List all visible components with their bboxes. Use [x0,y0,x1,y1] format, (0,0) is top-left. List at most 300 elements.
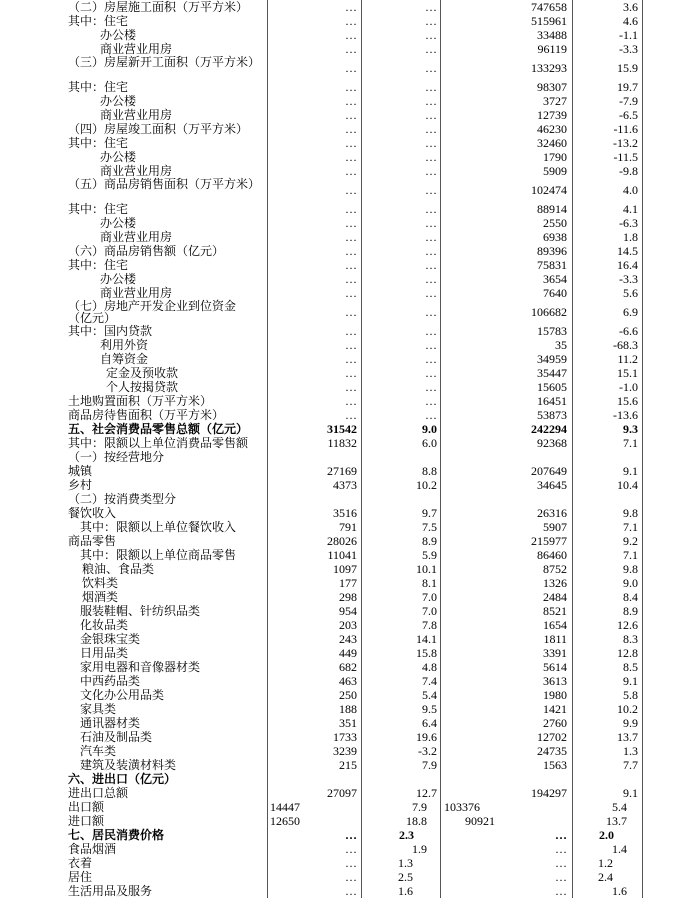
table-row [0,450,684,464]
current-growth: 7.4 [422,674,437,688]
current-value: … [345,408,357,422]
table-row [0,436,684,450]
ytd-growth: 1.6 [612,884,627,898]
row-label: 食品烟酒 [68,842,117,856]
row-label: （一）按经营地分 [68,450,165,464]
current-growth: 10.2 [416,478,437,492]
ytd-value: 242294 [531,422,567,436]
row-label: 居住 [68,870,93,884]
ytd-value: 88914 [537,202,567,216]
current-growth: 7.0 [422,604,437,618]
table-row [0,478,684,492]
current-value: … [345,380,357,394]
row-label: 文化办公用品类 [80,688,165,702]
ytd-value: … [555,884,567,898]
ytd-growth: 5.6 [623,286,638,300]
ytd-growth: 11.2 [617,352,638,366]
ytd-value: 133293 [531,61,567,75]
row-label: 七、居民消费价格 [68,828,165,842]
ytd-value: 215977 [531,534,567,548]
current-growth: … [425,338,437,352]
ytd-value: 16451 [537,394,567,408]
ytd-growth: 2.0 [599,828,614,842]
row-label: 办公楼 [100,28,137,42]
ytd-growth: 1.4 [612,842,627,856]
table-row [0,604,684,618]
current-growth: 6.0 [422,436,437,450]
row-label: 烟酒类 [82,590,119,604]
current-growth: 9.7 [422,506,437,520]
ytd-value: 207649 [531,464,567,478]
ytd-value: 15783 [537,324,567,338]
current-growth: … [425,305,437,319]
table-row [0,744,684,758]
ytd-growth: 7.1 [623,436,638,450]
table-row [0,108,684,122]
ytd-value: … [555,870,567,884]
ytd-value: 3391 [543,646,567,660]
current-value: 215 [339,758,357,772]
row-label: 商业营业用房 [100,108,173,122]
ytd-growth: 4.1 [623,202,638,216]
ytd-value: … [555,856,567,870]
table-row [0,422,684,436]
ytd-growth: -3.3 [619,42,638,56]
current-value: 31542 [327,422,357,436]
row-label: 其中：住宅 [68,136,129,150]
ytd-value: 53873 [537,408,567,422]
current-value: 463 [339,674,357,688]
current-growth: 4.8 [422,660,437,674]
ytd-growth: 1.8 [623,230,638,244]
current-value: … [345,352,357,366]
current-growth: … [425,272,437,286]
current-growth: 7.8 [422,618,437,632]
current-value: … [345,338,357,352]
current-growth: … [425,408,437,422]
current-growth: … [425,61,437,75]
row-label: （四）房屋竣工面积（万平方米） [68,122,249,136]
row-label: 日用品类 [80,646,129,660]
current-value: 11832 [327,436,357,450]
current-value: 27169 [327,464,357,478]
ytd-value: 5907 [543,520,567,534]
current-growth: 1.9 [412,842,427,856]
table-row [0,28,684,42]
ytd-growth: 8.3 [623,632,638,646]
current-value: … [345,108,357,122]
table-row [0,562,684,576]
ytd-value: 12739 [537,108,567,122]
ytd-growth: 9.2 [623,534,638,548]
current-value: … [345,856,357,870]
current-growth: 5.9 [422,548,437,562]
ytd-growth: -6.3 [619,216,638,230]
ytd-growth: 6.9 [623,305,638,319]
current-value: 351 [339,716,357,730]
current-growth: … [425,216,437,230]
row-label: 办公楼 [100,94,137,108]
current-value: … [345,202,357,216]
ytd-growth: 15.6 [617,394,638,408]
table-row [0,688,684,702]
ytd-growth: 7.1 [623,520,638,534]
current-value: 1097 [333,562,357,576]
table-row [0,884,684,898]
table-row [0,244,684,258]
current-value: 1733 [333,730,357,744]
current-value: 27097 [327,786,357,800]
current-growth: … [425,122,437,136]
current-value: 11041 [327,548,357,562]
current-value: … [345,286,357,300]
table-row [0,338,684,352]
current-value: 243 [339,632,357,646]
ytd-value: 32460 [537,136,567,150]
current-growth: 1.3 [398,856,413,870]
ytd-value: 15605 [537,380,567,394]
ytd-growth: 9.0 [623,576,638,590]
current-growth: … [425,244,437,258]
current-value: … [345,150,357,164]
row-label: 自筹资金 [100,352,149,366]
table-row [0,272,684,286]
current-growth: … [425,94,437,108]
row-label: 其中：限额以上单位商品零售 [80,548,237,562]
current-value: 682 [339,660,357,674]
table-row [0,674,684,688]
current-value: 791 [339,520,357,534]
current-value: 4373 [333,478,357,492]
current-value: … [345,216,357,230]
current-value: 188 [339,702,357,716]
ytd-growth: 9.8 [623,562,638,576]
row-label: 建筑及装潢材料类 [80,758,177,772]
current-growth: 2.3 [399,828,414,842]
current-value: … [345,366,357,380]
ytd-value: 1326 [543,576,567,590]
current-value: 250 [339,688,357,702]
current-value: … [345,0,357,14]
ytd-value: 1811 [543,632,567,646]
ytd-growth: 1.2 [598,856,613,870]
ytd-growth: 2.4 [598,870,613,884]
current-value: 177 [339,576,357,590]
ytd-growth: 19.7 [617,80,638,94]
ytd-growth: -13.6 [613,408,638,422]
row-label: 土地购置面积（万平方米） [68,394,213,408]
current-value: … [345,230,357,244]
table-row [0,520,684,534]
table-row [0,814,684,828]
current-growth: … [425,42,437,56]
ytd-growth: 12.8 [617,646,638,660]
current-growth: 7.5 [422,520,437,534]
ytd-value: 2484 [543,590,567,604]
ytd-value: 12702 [537,730,567,744]
ytd-value: 1421 [543,702,567,716]
current-growth: -3.2 [418,744,437,758]
row-label: 五、社会消费品零售总额（亿元） [68,422,249,436]
current-growth: 14.1 [416,632,437,646]
ytd-value: 34645 [537,478,567,492]
ytd-growth: 8.4 [623,590,638,604]
ytd-growth: -7.9 [619,94,638,108]
table-row [0,576,684,590]
ytd-value: 3613 [543,674,567,688]
table-row [0,122,684,136]
current-value: … [345,42,357,56]
ytd-growth: 9.1 [623,464,638,478]
row-label: 其中：住宅 [68,80,129,94]
ytd-growth: -6.6 [619,324,638,338]
current-value: … [345,183,357,197]
table-row [0,548,684,562]
ytd-value: 106682 [531,305,567,319]
current-growth: 8.8 [422,464,437,478]
current-growth: 18.8 [406,814,427,828]
current-growth: … [425,380,437,394]
current-value: … [345,842,357,856]
table-row [0,828,684,842]
table-row [0,178,684,202]
table-row [0,56,684,80]
row-label: （五）商品房销售面积（万平方米） [68,177,261,191]
table-row [0,492,684,506]
table-row [0,590,684,604]
current-value: … [345,80,357,94]
row-label: 服装鞋帽、针纺织品类 [80,604,201,618]
row-label: 家具类 [80,702,117,716]
ytd-value: 515961 [531,14,567,28]
ytd-growth: 5.8 [623,688,638,702]
row-label: 餐饮收入 [68,506,117,520]
table-row [0,758,684,772]
ytd-growth: 13.7 [606,814,627,828]
row-label: （三）房屋新开工面积（万平方米） [68,55,261,69]
row-label: 其中：国内贷款 [68,324,153,338]
row-label: 衣着 [68,856,93,870]
table-row [0,324,684,338]
current-value: 449 [339,646,357,660]
table-row [0,42,684,56]
row-label: 生活用品及服务 [68,884,153,898]
table-row [0,646,684,660]
row-label: 进出口总额 [68,786,129,800]
row-label: 化妆品类 [80,618,129,632]
ytd-value: 5614 [543,660,567,674]
current-value: 203 [339,618,357,632]
ytd-value: 102474 [531,183,567,197]
current-growth: 19.6 [416,730,437,744]
current-growth: 10.1 [416,562,437,576]
current-growth: … [425,202,437,216]
ytd-growth: -1.1 [619,28,638,42]
row-label: 石油及制品类 [80,730,153,744]
current-growth: 7.9 [422,758,437,772]
row-label: 利用外资 [100,338,149,352]
ytd-growth: 15.1 [617,366,638,380]
ytd-value: 7640 [543,286,567,300]
ytd-value: 3654 [543,272,567,286]
row-label: 通讯器材类 [80,716,141,730]
current-growth: … [425,28,437,42]
current-value: 298 [339,590,357,604]
ytd-value: 92368 [537,436,567,450]
table-row [0,230,684,244]
ytd-growth: 9.9 [623,716,638,730]
row-label: 办公楼 [100,216,137,230]
row-label: 汽车类 [80,744,117,758]
table-row [0,366,684,380]
row-label: 商品零售 [68,534,117,548]
current-growth: … [425,108,437,122]
ytd-value: 1654 [543,618,567,632]
ytd-value: 5909 [543,164,567,178]
ytd-value: 46230 [537,122,567,136]
ytd-value: 98307 [537,80,567,94]
current-value: … [345,164,357,178]
ytd-growth: 5.4 [612,800,627,814]
table-row [0,202,684,216]
row-label: 个人按揭贷款 [106,380,179,394]
row-label: （七）房地产开发企业到位资金（亿元） [68,299,237,325]
table-row [0,786,684,800]
ytd-growth: 8.9 [623,604,638,618]
current-value: … [345,884,357,898]
current-value: 3516 [333,506,357,520]
current-value: 3239 [333,744,357,758]
current-value: … [345,14,357,28]
current-value: … [345,244,357,258]
table-row [0,618,684,632]
row-label: 商业营业用房 [100,286,173,300]
current-growth: 5.4 [422,688,437,702]
current-value: … [345,136,357,150]
table-row [0,870,684,884]
current-growth: 2.5 [398,870,413,884]
row-label: 城镇 [68,464,93,478]
ytd-growth: -1.0 [619,380,638,394]
table-row [0,842,684,856]
ytd-value: 8752 [543,562,567,576]
ytd-value: 34959 [537,352,567,366]
ytd-value: 3727 [543,94,567,108]
row-label: 粮油、食品类 [82,562,155,576]
current-growth: … [425,150,437,164]
ytd-growth: -11.5 [613,150,638,164]
ytd-value: 89396 [537,244,567,258]
table-row [0,800,684,814]
current-value: … [345,258,357,272]
current-growth: 12.7 [416,786,437,800]
row-label: 办公楼 [100,272,137,286]
table-row [0,80,684,94]
row-label: 其中：住宅 [68,14,129,28]
table-row [0,216,684,230]
table-row [0,660,684,674]
ytd-value: 2550 [543,216,567,230]
ytd-value: … [555,842,567,856]
ytd-value: 194297 [531,786,567,800]
ytd-growth: 4.0 [623,183,638,197]
row-label: 进口额 [68,814,105,828]
current-value: 12650 [270,814,300,828]
current-growth: … [425,352,437,366]
ytd-value: 103376 [444,800,480,814]
table-row [0,136,684,150]
ytd-value: 35 [555,338,567,352]
ytd-value: 90921 [465,814,495,828]
ytd-growth: 9.1 [623,786,638,800]
row-label: 定金及预收款 [106,366,179,380]
current-growth: 8.1 [422,576,437,590]
ytd-value: 33488 [537,28,567,42]
current-value: … [345,870,357,884]
ytd-growth: 3.6 [623,0,638,14]
current-growth: 9.5 [422,702,437,716]
ytd-growth: 13.7 [617,730,638,744]
current-growth: … [425,286,437,300]
ytd-value: 96119 [537,42,567,56]
row-label: 商业营业用房 [100,230,173,244]
ytd-value: 747658 [531,0,567,14]
ytd-growth: 9.1 [623,674,638,688]
ytd-value: 86460 [537,548,567,562]
ytd-growth: 9.8 [623,506,638,520]
ytd-growth: -13.2 [613,136,638,150]
ytd-value: 35447 [537,366,567,380]
ytd-growth: 10.2 [617,702,638,716]
ytd-growth: -68.3 [613,338,638,352]
row-label: 饮料类 [82,576,119,590]
ytd-growth: 9.3 [623,422,638,436]
current-value: … [345,28,357,42]
table-row [0,408,684,422]
table-row [0,730,684,744]
ytd-value: … [555,828,567,842]
table-row [0,632,684,646]
current-growth: 6.4 [422,716,437,730]
row-label: 六、进出口（亿元） [68,772,177,786]
ytd-value: 1563 [543,758,567,772]
row-label: （二）房屋施工面积（万平方米） [68,0,249,14]
table-row [0,394,684,408]
row-label: 中西药品类 [80,674,141,688]
ytd-growth: 4.6 [623,14,638,28]
current-growth: … [425,324,437,338]
current-growth: 9.0 [422,422,437,436]
ytd-growth: 16.4 [617,258,638,272]
current-growth: 7.9 [412,800,427,814]
current-growth: … [425,366,437,380]
row-label: 家用电器和音像器材类 [80,660,201,674]
current-growth: … [425,183,437,197]
table-row [0,0,684,14]
table-row [0,14,684,28]
current-growth: … [425,14,437,28]
table-row [0,150,684,164]
current-growth: … [425,136,437,150]
current-growth: … [425,164,437,178]
ytd-growth: 14.5 [617,244,638,258]
ytd-growth: 8.5 [623,660,638,674]
table-row [0,506,684,520]
ytd-growth: 15.9 [617,61,638,75]
table-row [0,380,684,394]
ytd-value: 1980 [543,688,567,702]
ytd-growth: -6.5 [619,108,638,122]
